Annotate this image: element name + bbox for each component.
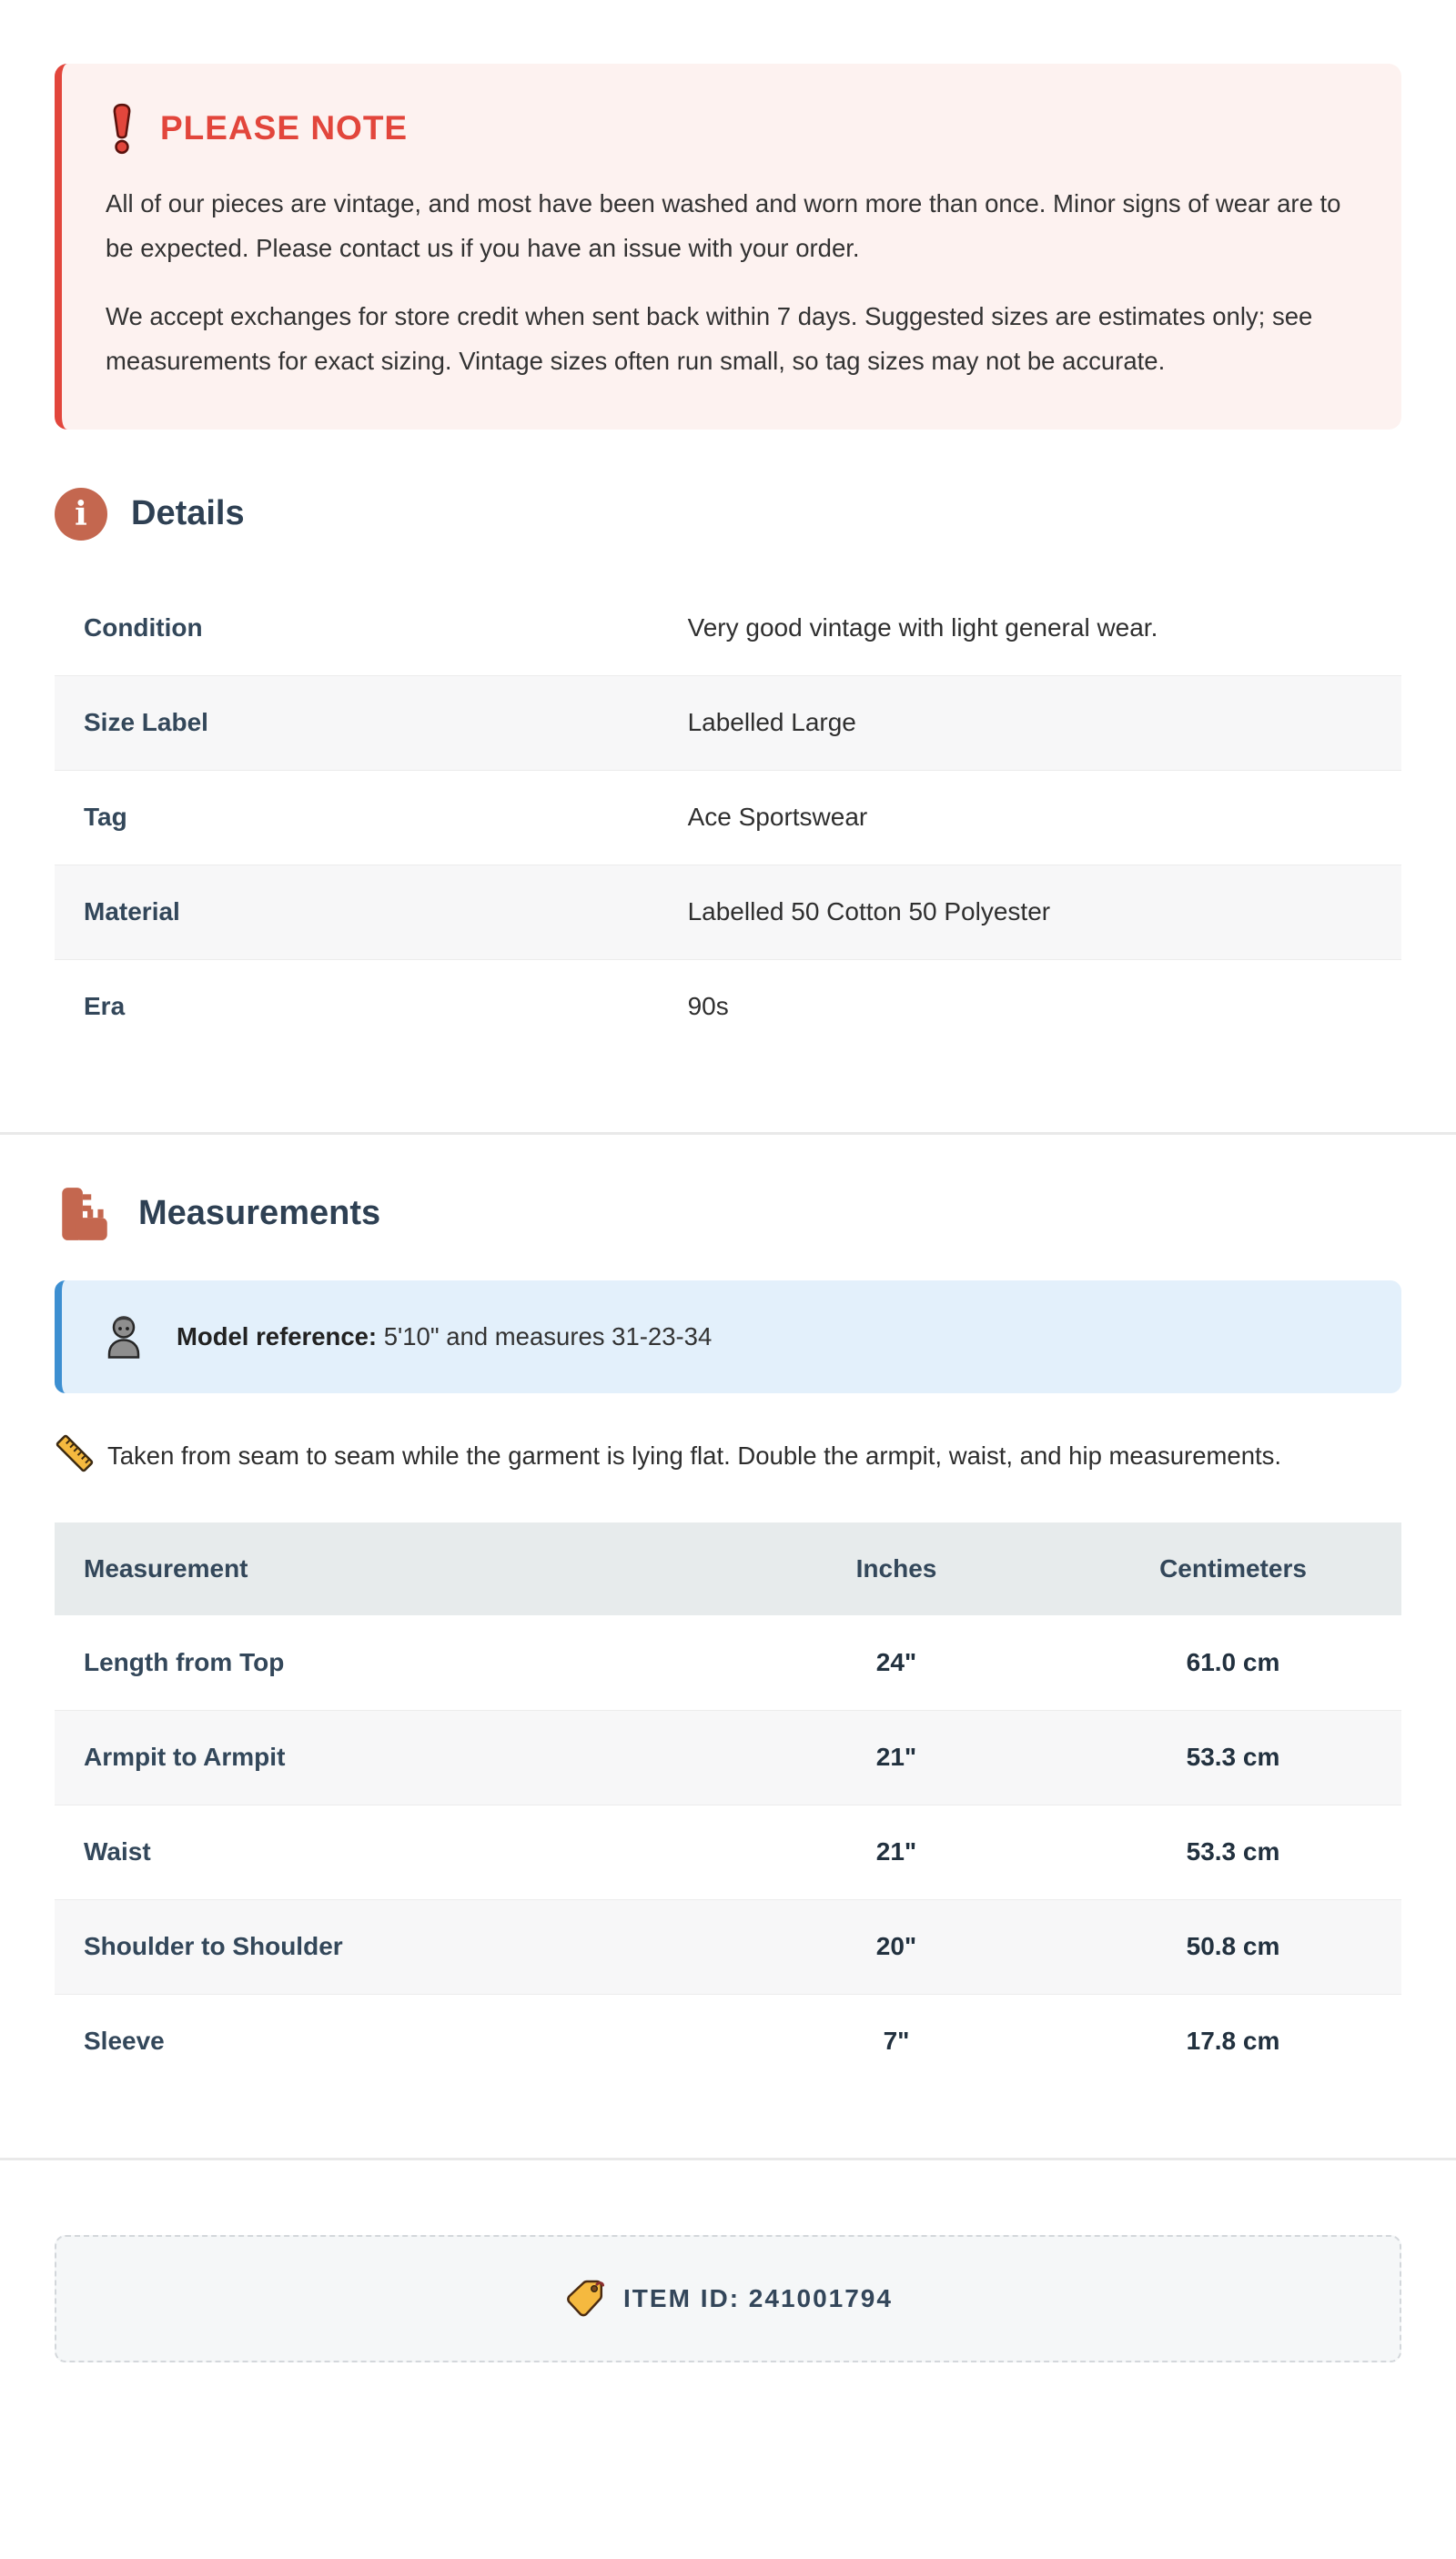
column-header-inches: Inches <box>855 1553 937 1583</box>
measurement-cm: 61.0 cm <box>1186 1647 1280 1676</box>
table-row <box>55 1710 1401 1805</box>
section-divider <box>0 2158 1456 2160</box>
measurement-inches: 20" <box>875 1932 917 1961</box>
measurement-name: Armpit to Armpit <box>84 1743 286 1772</box>
measurement-name: Waist <box>84 1837 151 1866</box>
table-row <box>55 1994 1401 2089</box>
person-bust-icon <box>98 1311 149 1362</box>
tag-icon <box>563 2278 605 2320</box>
note-paragraph: We accept exchanges for store credit when sent back within 7 days. Suggested sizes are estimates only; see measurements for exact sizing. Vintage sizes often run small, so tag sizes may not be accurate. <box>106 301 1313 375</box>
table-row <box>55 770 1401 865</box>
table-row <box>55 675 1401 770</box>
measurements-section <box>0 1184 1456 2089</box>
measurement-name: Shoulder to Shoulder <box>84 1932 343 1961</box>
please-note-title: PLEASE NOTE <box>160 109 409 147</box>
model-reference-label: Model reference: <box>177 1321 378 1350</box>
measurement-inches: 21" <box>875 1837 917 1866</box>
please-note-callout <box>55 64 1401 430</box>
seam-measurement-note <box>55 1433 1401 1479</box>
measurement-cm: 17.8 cm <box>1186 2027 1280 2056</box>
table-row <box>55 1805 1401 1899</box>
model-reference-value: 5'10" and measures 31-23-34 <box>383 1321 713 1350</box>
detail-value: Ace Sportswear <box>687 803 868 832</box>
details-table <box>55 581 1401 1054</box>
measurement-inches: 21" <box>875 1743 917 1772</box>
detail-label: Era <box>84 992 126 1021</box>
table-row <box>55 1615 1401 1710</box>
measurements-table <box>55 1522 1401 2089</box>
measurements-title: Measurements <box>138 1194 381 1233</box>
table-row <box>55 581 1401 675</box>
details-title: Details <box>131 494 245 533</box>
table-row <box>55 959 1401 1054</box>
measurement-inches: 7" <box>883 2027 910 2056</box>
details-header <box>55 488 1401 541</box>
measurement-cm: 50.8 cm <box>1186 1932 1280 1961</box>
please-note-header <box>106 102 1347 155</box>
ruler-square-icon <box>55 1184 115 1244</box>
table-row <box>55 865 1401 959</box>
info-icon: i <box>55 488 107 541</box>
detail-label: Tag <box>84 803 127 832</box>
details-section <box>0 488 1456 1054</box>
detail-label: Material <box>84 897 180 926</box>
column-header-centimeters: Centimeters <box>1159 1553 1307 1583</box>
item-id-box <box>55 2235 1401 2362</box>
detail-value: Labelled 50 Cotton 50 Polyester <box>687 897 1051 926</box>
measurement-cm: 53.3 cm <box>1186 1743 1280 1772</box>
seam-note-text: Taken from seam to seam while the garment is lying flat. Double the armpit, waist, and hip measurements. <box>107 1441 1282 1470</box>
straight-ruler-icon <box>55 1433 95 1473</box>
item-id-label: ITEM ID: 241001794 <box>623 2283 893 2312</box>
measurement-cm: 53.3 cm <box>1186 1837 1280 1866</box>
product-info-page <box>0 64 1456 2362</box>
detail-label: Condition <box>84 612 203 642</box>
detail-value: Very good vintage with light general wear. <box>687 612 1158 642</box>
measurement-name: Sleeve <box>84 2027 165 2056</box>
exclamation-icon <box>106 102 138 155</box>
note-paragraph: All of our pieces are vintage, and most have been washed and worn more than once. Minor signs of wear are to be expected. Please contact us if you have an issue with your order. <box>106 189 1341 262</box>
table-row <box>55 1899 1401 1994</box>
detail-label: Size Label <box>84 708 208 737</box>
model-reference-text <box>177 1322 712 1351</box>
section-divider <box>0 1132 1456 1135</box>
measurement-inches: 24" <box>875 1647 917 1676</box>
measurement-name: Length from Top <box>84 1647 285 1676</box>
measurements-header <box>55 1184 1401 1244</box>
model-reference-callout <box>55 1280 1401 1393</box>
detail-value: Labelled Large <box>687 708 856 737</box>
column-header-measurement: Measurement <box>84 1553 248 1583</box>
detail-value: 90s <box>687 992 729 1021</box>
measurements-table-header <box>55 1522 1401 1615</box>
